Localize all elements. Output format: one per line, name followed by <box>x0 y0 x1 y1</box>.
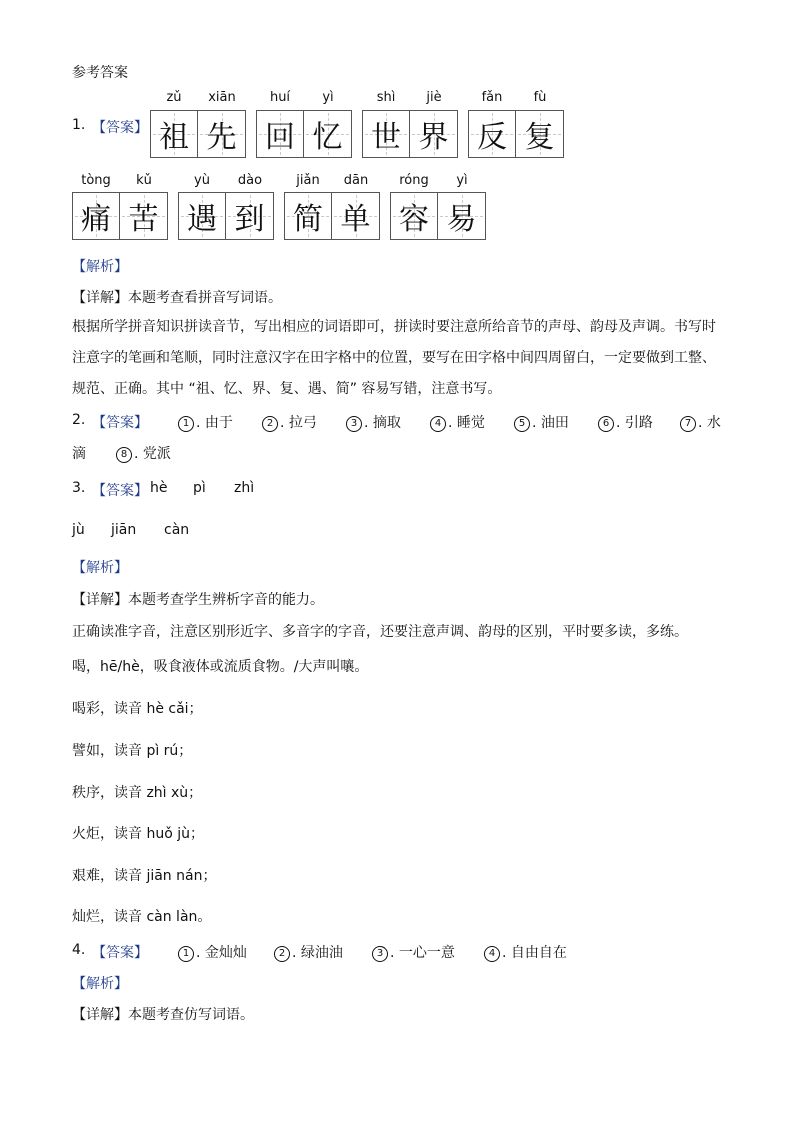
word-grid <box>256 110 352 158</box>
q3-line: 火炬，读音 huǒ jù； <box>72 826 204 842</box>
character-cell: 世 <box>362 110 410 158</box>
q2-option-3: 3 . 摘取 <box>346 412 401 432</box>
q1-explanation <box>72 312 722 405</box>
q4-option-4: 4 . 自由自在 <box>484 942 567 962</box>
q2-option-8: 8 . 党派 <box>116 443 171 463</box>
q3-pinyin: jiān <box>111 522 137 538</box>
character-cell: 易 <box>438 192 486 240</box>
pinyin-label: fǎn <box>481 90 503 105</box>
word-grid <box>390 192 486 240</box>
q3-answer-label: 【答案】 <box>92 483 148 499</box>
q2-wrap-text: 滴 <box>72 446 86 462</box>
q4-answer-label: 【答案】 <box>92 945 148 961</box>
character-cell: 单 <box>332 192 380 240</box>
character-cell: 容 <box>390 192 438 240</box>
q1-explain-line: 注意字的笔画和笔顺，同时注意汉字在田字格中的位置，要写在田字格中间四周留白，一定要做到工整、 <box>72 350 716 366</box>
character-cell: 祖 <box>150 110 198 158</box>
q3-pinyin: pì <box>193 480 206 496</box>
q3-line: 艰难，读音 jiān nán； <box>72 868 217 884</box>
q4-option-3: 3 . 一心一意 <box>372 942 455 962</box>
q3-number: 3. <box>72 480 86 496</box>
pinyin-label: róng <box>399 173 429 188</box>
word-grid <box>178 192 274 240</box>
q3-pinyin: jù <box>72 522 85 538</box>
q3-pinyin: zhì <box>234 480 255 496</box>
character-cell: 复 <box>516 110 564 158</box>
q3-line: 譬如，读音 pì rú； <box>72 743 193 759</box>
character-cell: 痛 <box>72 192 120 240</box>
q3-analysis-label: 【解析】 <box>72 560 128 576</box>
q3-line: 喝，hē/hè，吸食液体或流质食物。/大声叫嚷。 <box>72 659 369 675</box>
pinyin-label: yù <box>194 173 210 188</box>
q4-number: 4. <box>72 942 86 958</box>
character-cell: 苦 <box>120 192 168 240</box>
pinyin-label: xiān <box>208 90 236 105</box>
q4-analysis-label: 【解析】 <box>72 976 128 992</box>
word-grid <box>468 110 564 158</box>
word-grid <box>284 192 380 240</box>
q2-number: 2. <box>72 412 86 428</box>
q3-line: 灿烂，读音 càn làn。 <box>72 909 212 925</box>
q1-number: 1. <box>72 117 86 133</box>
q2-answer-label: 【答案】 <box>92 415 148 431</box>
q4-option-2: 2 . 绿油油 <box>274 942 343 962</box>
character-cell: 简 <box>284 192 332 240</box>
word-grid <box>72 192 168 240</box>
q4-detail: 【详解】本题考查仿写词语。 <box>72 1007 254 1023</box>
pinyin-label: shì <box>376 90 396 105</box>
q3-pinyin: càn <box>164 522 190 538</box>
q1-explain-line: 根据所学拼音知识拼读音节，写出相应的词语即可，拼读时要注意所给音节的声母、韵母及声调。书写时 <box>72 319 716 335</box>
character-cell: 先 <box>198 110 246 158</box>
pinyin-label: kǔ <box>136 173 152 188</box>
character-cell: 回 <box>256 110 304 158</box>
q3-line: 喝彩，读音 hè cǎi； <box>72 701 203 717</box>
pinyin-label: yì <box>322 90 334 105</box>
pinyin-label: jiè <box>426 90 442 105</box>
q1-answer-label: 【答案】 <box>92 120 148 136</box>
pinyin-label: jiǎn <box>296 173 320 188</box>
q1-detail: 【详解】本题考查看拼音写词语。 <box>72 290 282 306</box>
pinyin-label: tòng <box>81 173 111 188</box>
character-cell: 忆 <box>304 110 352 158</box>
page-heading: 参考答案 <box>72 65 128 81</box>
q1-explain-line: 规范、正确。其中 “祖、忆、界、复、遇、简” 容易写错，注意书写。 <box>72 381 502 397</box>
q2-option-5: 5 . 油田 <box>514 412 569 432</box>
q1-analysis-label: 【解析】 <box>72 259 128 275</box>
q3-pinyin: hè <box>150 480 168 496</box>
q2-option-7: 7 . 水 <box>680 412 721 432</box>
q3-detail: 【详解】本题考查学生辨析字音的能力。 <box>72 592 324 608</box>
pinyin-label: huí <box>269 90 291 105</box>
pinyin-label: yì <box>456 173 468 188</box>
pinyin-label: zǔ <box>166 90 182 105</box>
q2-option-6: 6 . 引路 <box>598 412 653 432</box>
q3-line: 秩序，读音 zhì xù； <box>72 785 203 801</box>
q2-option-4: 4 . 睡觉 <box>430 412 485 432</box>
character-cell: 遇 <box>178 192 226 240</box>
q2-option-2: 2 . 拉弓 <box>262 412 317 432</box>
character-cell: 到 <box>226 192 274 240</box>
word-grid <box>150 110 246 158</box>
q4-option-1: 1 . 金灿灿 <box>178 942 247 962</box>
pinyin-label: fù <box>533 90 547 105</box>
character-cell: 界 <box>410 110 458 158</box>
character-cell: 反 <box>468 110 516 158</box>
word-grid <box>362 110 458 158</box>
pinyin-label: dào <box>237 173 263 188</box>
q3-line: 正确读准字音，注意区别形近字、多音字的字音，还要注意声调、韵母的区别，平时要多读，多练。 <box>72 624 688 640</box>
pinyin-label: dān <box>343 173 369 188</box>
q2-option-1: 1 . 由于 <box>178 412 233 432</box>
